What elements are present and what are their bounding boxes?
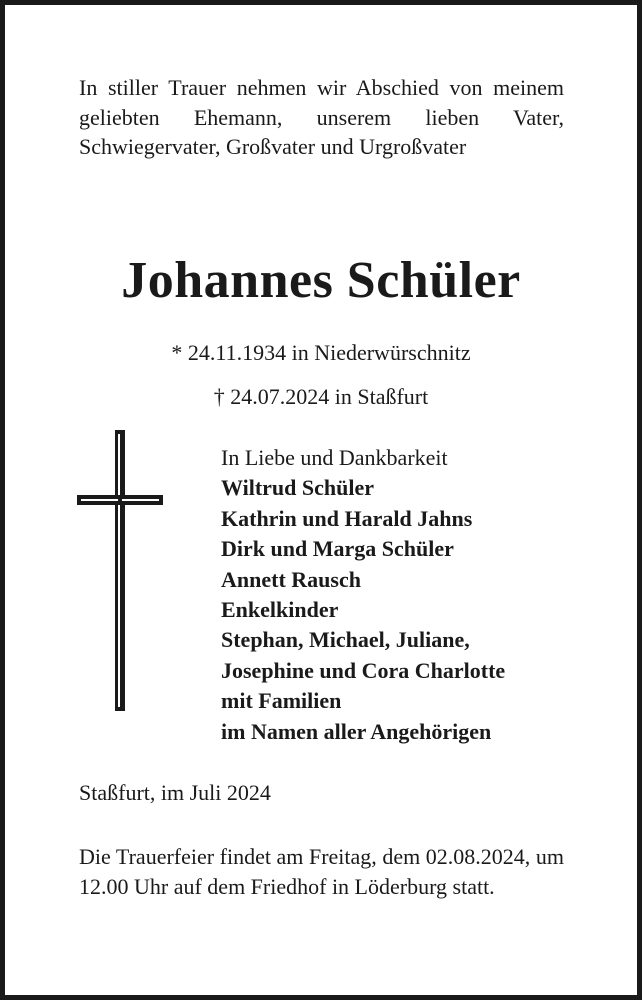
death-line: † 24.07.2024 in Staßfurt — [213, 384, 429, 409]
latin-cross-icon — [76, 428, 164, 713]
signers-intro: In Liebe und Dankbarkeit — [221, 445, 448, 470]
deceased-name: Johannes Schüler — [121, 252, 521, 309]
signer-line: Wiltrud Schüler — [221, 475, 375, 501]
signer-line: im Namen aller Angehörigen — [221, 718, 492, 744]
funeral-info: Die Trauerfeier findet am Freitag, dem 02.08.2024, um 12.00 Uhr auf dem Friedhof in Löderburg statt. — [79, 844, 564, 899]
signer-line: Kathrin und Harald Jahns — [221, 505, 473, 531]
birth-line: * 24.11.1934 in Niederwürschnitz — [171, 340, 471, 365]
place-date: Staßfurt, im Juli 2024 — [79, 780, 271, 805]
signer-line: Annett Rausch — [221, 566, 361, 592]
signer-line: Enkelkinder — [221, 597, 339, 623]
signers-block — [221, 443, 601, 747]
signer-line: mit Familien — [221, 688, 342, 714]
signer-line: Stephan, Michael, Juliane, — [221, 627, 470, 653]
signer-line: Josephine und Cora Charlotte — [221, 657, 506, 683]
signer-line: Dirk und Marga Schüler — [221, 536, 454, 562]
intro-text: In stiller Trauer nehmen wir Abschied von meinem geliebten Ehemann, unserem lieben Vater, Schwiegervater, Großvater und Urgroßvater — [79, 75, 564, 159]
